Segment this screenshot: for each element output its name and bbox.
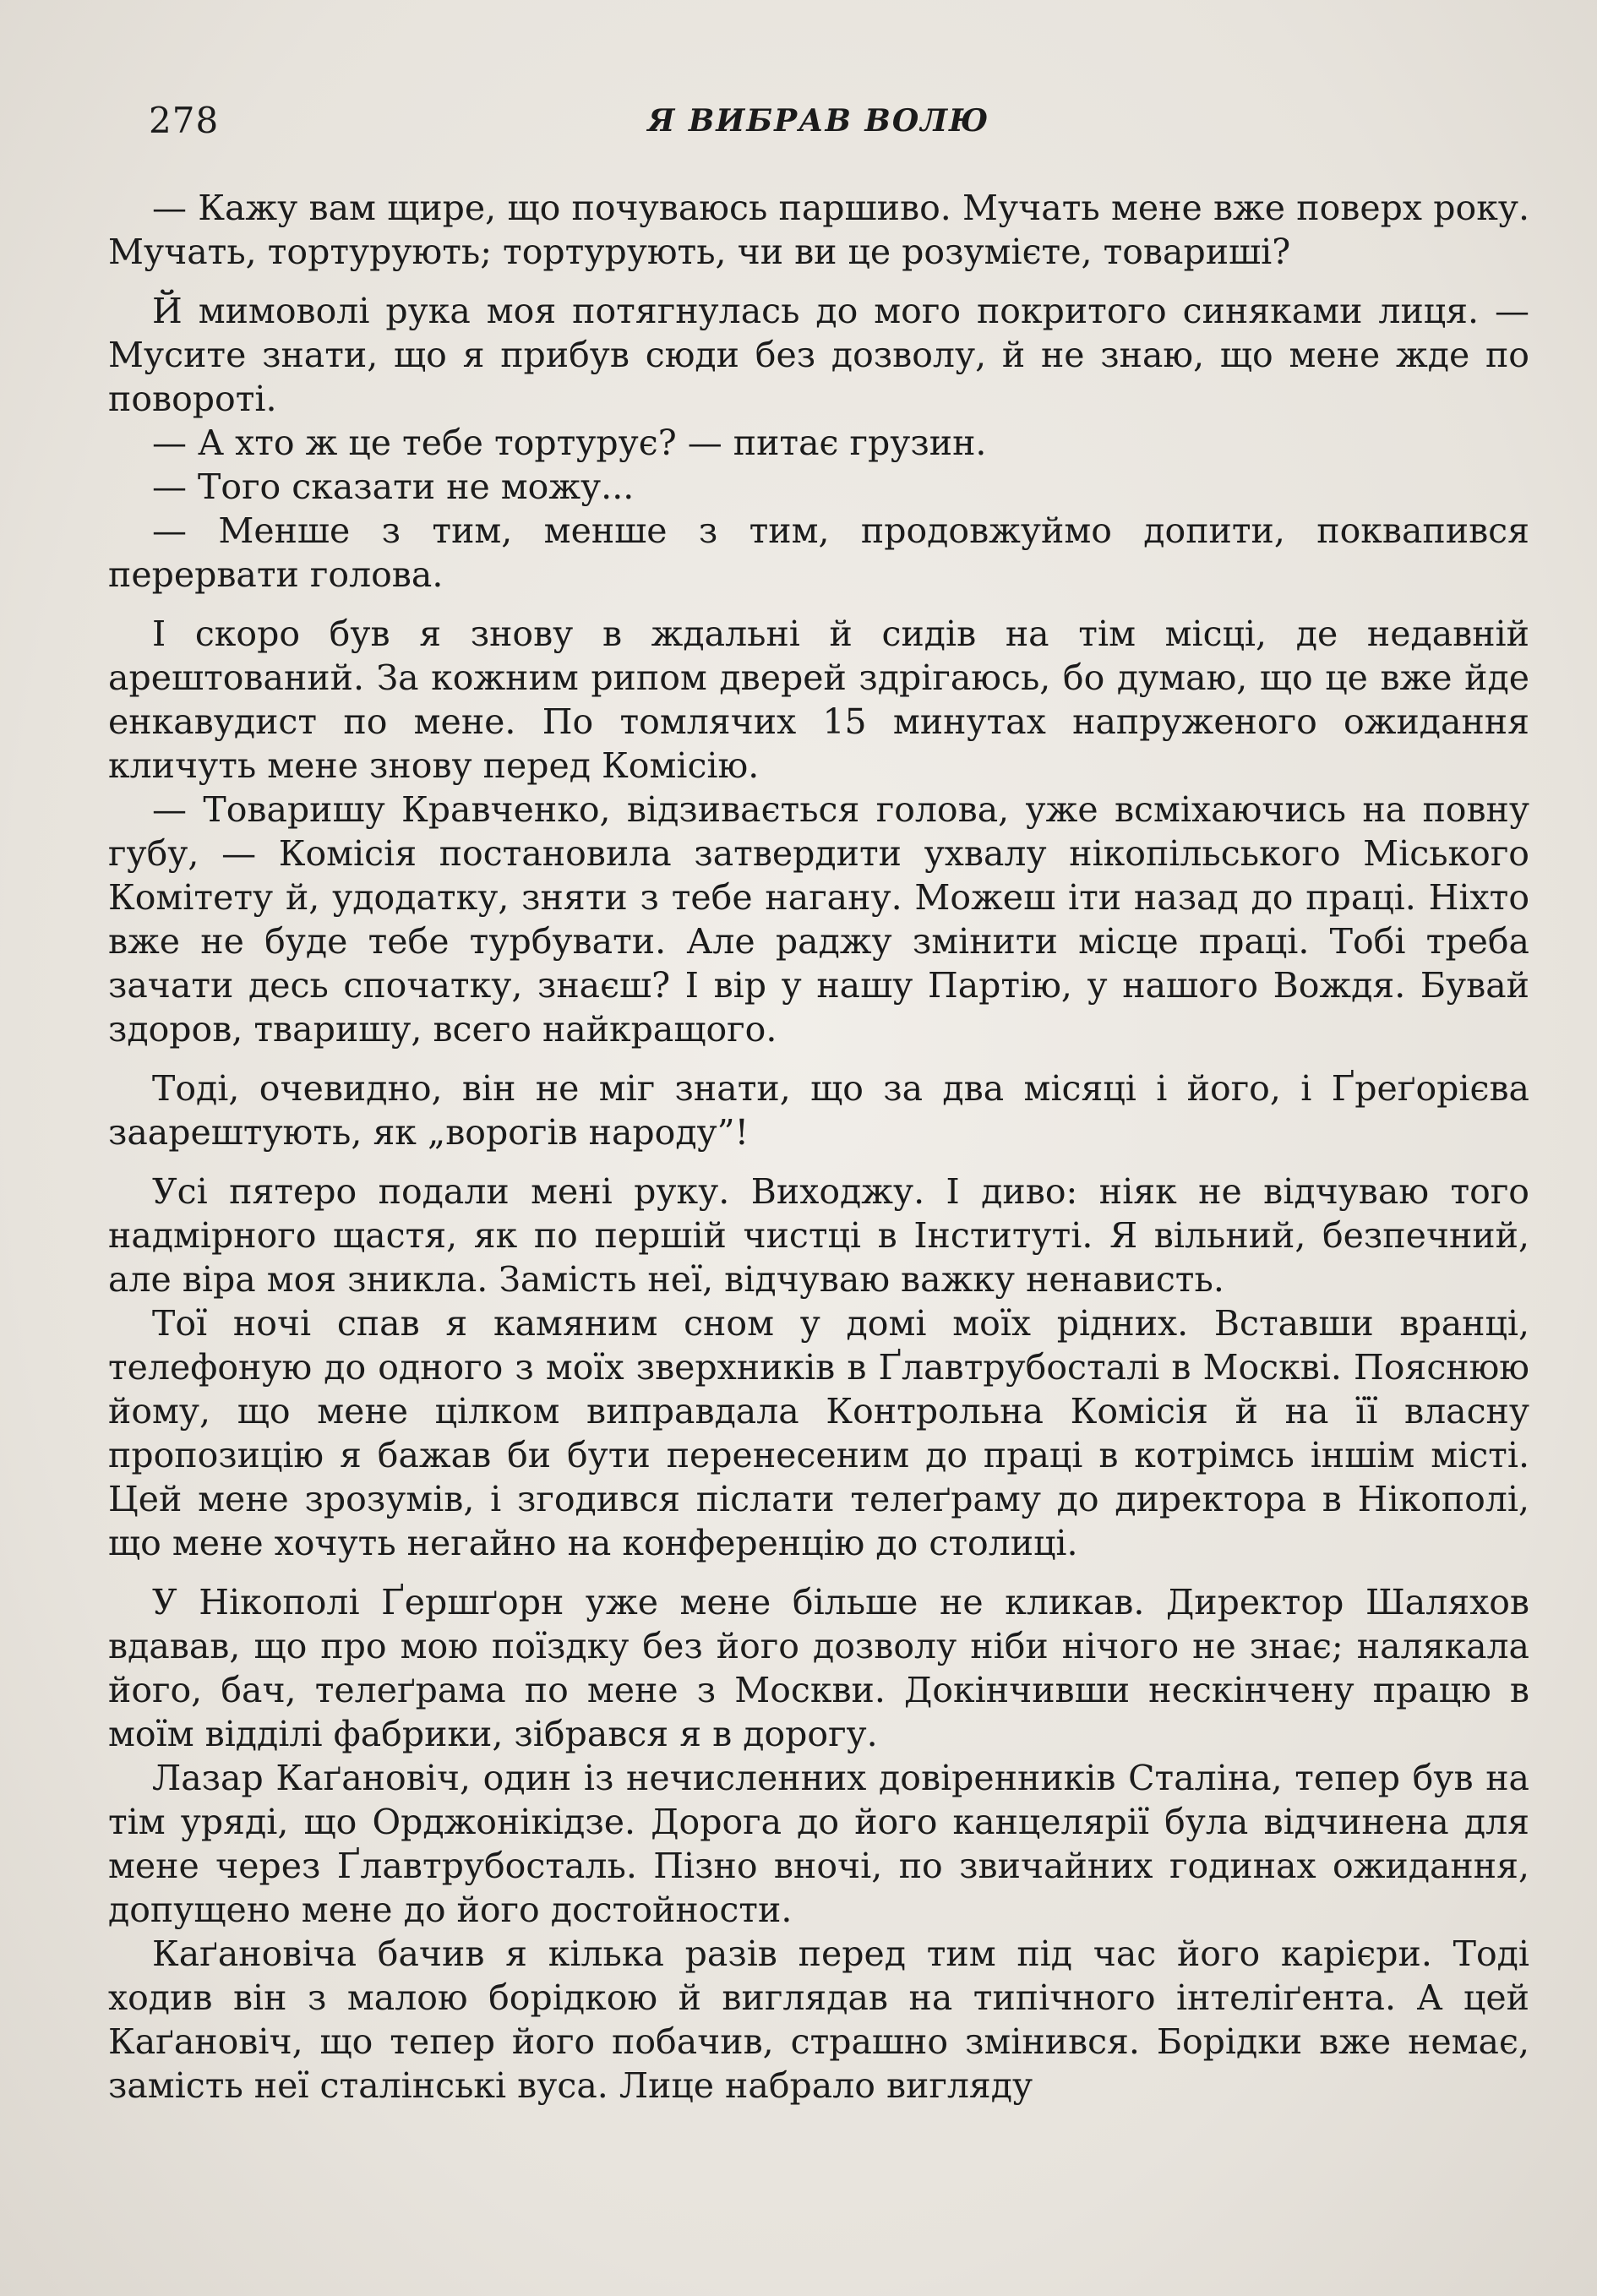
paragraph: — Того сказати не можу... xyxy=(152,466,635,507)
paragraph: Усі пятеро подали мені руку. Виходжу. І диво: ніяк не відчуваю того надмірного щастя, як по першій чистці в Інституті. Я вільний, безпечний, але віра моя зникла. Замість неї, відчуваю важку ненависть. xyxy=(108,1171,1529,1300)
body-text xyxy=(108,186,1529,2108)
paragraph: — Товаришу Кравченко, відзивається голова, уже всміхаючись на повну губу, — Комісія постановила затвердити ухвалу нікопільського Міського Комітету й, удодатку, зняти з тебе нагану. Можеш іти назад до праці. Ніхто вже не буде тебе турбувати. Але раджу змінити місце праці. Тобі треба зачати десь спочатку, знаєш? І вір у нашу Партію, у нашого Вождя. Бувай здоров, тваришу, всего найкращого. xyxy=(108,789,1529,1050)
running-head xyxy=(108,100,1529,150)
paragraph: Лазар Каґановіч, один із нечисленних довіренників Сталіна, тепер був на тім уряді, що Орджонікідзе. Дорога до його канцелярії була відчинена для мене через Ґлавтрубосталь. Пізно вночі, по звичайних годинах ожидання, допущено мене до його достойности. xyxy=(108,1758,1529,1930)
running-title: Я ВИБРАВ ВОЛЮ xyxy=(647,103,990,139)
page-number: 278 xyxy=(149,100,220,141)
paragraph: — Менше з тим, менше з тим, продовжуймо допити, поквапився перервати голова. xyxy=(108,510,1529,595)
paragraph: Тоді, очевидно, він не міг знати, що за два місяці і його, і Ґреґорієва заарештують, як „ворогів народу”! xyxy=(108,1068,1529,1153)
paragraph: І скоро був я знову в ждальні й сидів на тім місці, де недавній арештований. За кожним рипом дверей здрігаюсь, бо думаю, що це вже йде енкавудист по мене. По томлячих 15 минутах напруженого ожидання кличуть мене знову перед Комісію. xyxy=(108,614,1529,786)
paragraph: Й мимоволі рука моя потягнулась до мого покритого синяками лиця. — Мусите знати, що я прибув сюди без дозволу, й не знаю, що мене жде по повороті. xyxy=(108,291,1529,419)
paragraph: Каґановіча бачив я кілька разів перед тим під час його карієри. Тоді ходив він з малою борідкою й виглядав на типічного інтеліґента. А цей Каґановіч, що тепер його побачив, страшно змінився. Борідки вже немає, замість неї сталінські вуса. Лице набрало вигляду xyxy=(108,1933,1529,2106)
paragraph: Тої ночі спав я камяним сном у домі моїх рідних. Вставши вранці, телефоную до одного з моїх зверхників в Ґлавтрубосталі в Москві. Пояснюю йому, що мене цілком виправдала Контрольна Комісія й на її власну пропозицію я бажав би бути перенесеним до праці в котрімсь іншім місті. Цей мене зрозумів, і згодився післати телеґраму до директора в Нікополі, що мене хочуть негайно на конференцію до столиці. xyxy=(108,1303,1529,1563)
paragraph: У Нікополі Ґершґорн уже мене більше не кликав. Директор Шаляхов вдавав, що про мою поїздку без його дозволу ніби нічого не знає; налякала його, бач, телеґрама по мене з Москви. Докінчивши нескінчену працю в моїм відділі фабрики, зібрався я в дорогу. xyxy=(108,1582,1529,1754)
paragraph: — Кажу вам щире, що почуваюсь паршиво. Мучать мене вже поверх року. Мучать, тортурують; тортурують, чи ви це розумієте, товариші? xyxy=(108,188,1529,272)
paragraph: — А хто ж це тебе тортурує? — питає грузин. xyxy=(152,423,987,463)
